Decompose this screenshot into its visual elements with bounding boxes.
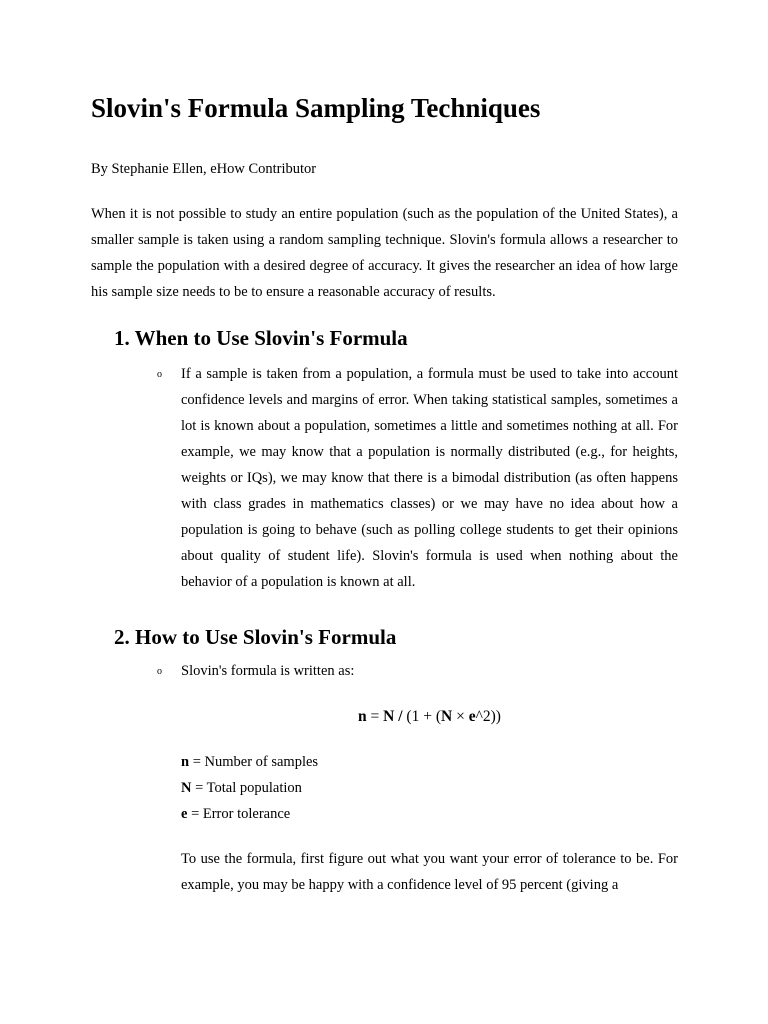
definition-symbol: e bbox=[181, 806, 188, 822]
definition-symbol: n bbox=[181, 754, 190, 770]
formula-close: ^2)) bbox=[475, 708, 501, 725]
formula-times: × bbox=[452, 708, 469, 725]
definition-text: = Error tolerance bbox=[187, 806, 291, 822]
formula-symbol-N-second: N bbox=[441, 708, 453, 725]
author-byline: By Stephanie Ellen, eHow Contributor bbox=[91, 161, 317, 177]
definition-N bbox=[181, 778, 302, 798]
slovin-formula bbox=[181, 704, 678, 730]
bullet-icon: o bbox=[157, 666, 162, 677]
intro-paragraph: When it is not possible to study an entire population (such as the population of the United States), a smaller sample is taken using a random sampling technique. Slovin's formula allows a researcher to sample the population with a desired degree of accuracy. It gives the researcher an idea of how large his sample size needs to be to ensure a reasonable accuracy of results. bbox=[91, 206, 678, 300]
formula-slash: / bbox=[394, 708, 403, 725]
bullet-icon: o bbox=[157, 369, 162, 380]
definition-e bbox=[181, 804, 290, 824]
section-heading-when-to-use: 1. When to Use Slovin's Formula bbox=[114, 326, 408, 350]
section-heading-how-to-use: 2. How to Use Slovin's Formula bbox=[114, 625, 397, 649]
formula-open: (1 + ( bbox=[402, 708, 441, 725]
definition-text: = Number of samples bbox=[189, 754, 319, 770]
section-paragraph-how-to-use: To use the formula, first figure out what you want your error of tolerance to be. For example, you may be happy with a confidence level of 95 percent (giving a bbox=[181, 851, 678, 893]
definition-n bbox=[181, 752, 318, 772]
formula-intro-text: Slovin's formula is written as: bbox=[181, 663, 355, 679]
formula-equals: = bbox=[366, 708, 384, 725]
formula-symbol-e: e bbox=[468, 708, 476, 725]
formula-symbol-n: n bbox=[358, 708, 367, 725]
definition-symbol: N bbox=[181, 780, 192, 796]
definition-text: = Total population bbox=[191, 780, 302, 796]
formula-symbol-N: N bbox=[383, 708, 395, 725]
page-title: Slovin's Formula Sampling Techniques bbox=[91, 93, 541, 123]
section-paragraph-when-to-use: If a sample is taken from a population, a formula must be used to take into account confidence levels and margins of error. When taking statistical samples, sometimes a lot is known about a population, sometimes a little and sometimes nothing at all. For example, we may know that a population is normally distributed (e.g., for heights, weights or IQs), we may know that there is a bimodal distribution (as often happens with class grades in mathematics classes) or we may have no idea about how a population is going to behave (such as polling college students to get their opinions about quality of student life). Slovin's formula is used when nothing about the behavior of a population is known at all. bbox=[181, 366, 678, 590]
